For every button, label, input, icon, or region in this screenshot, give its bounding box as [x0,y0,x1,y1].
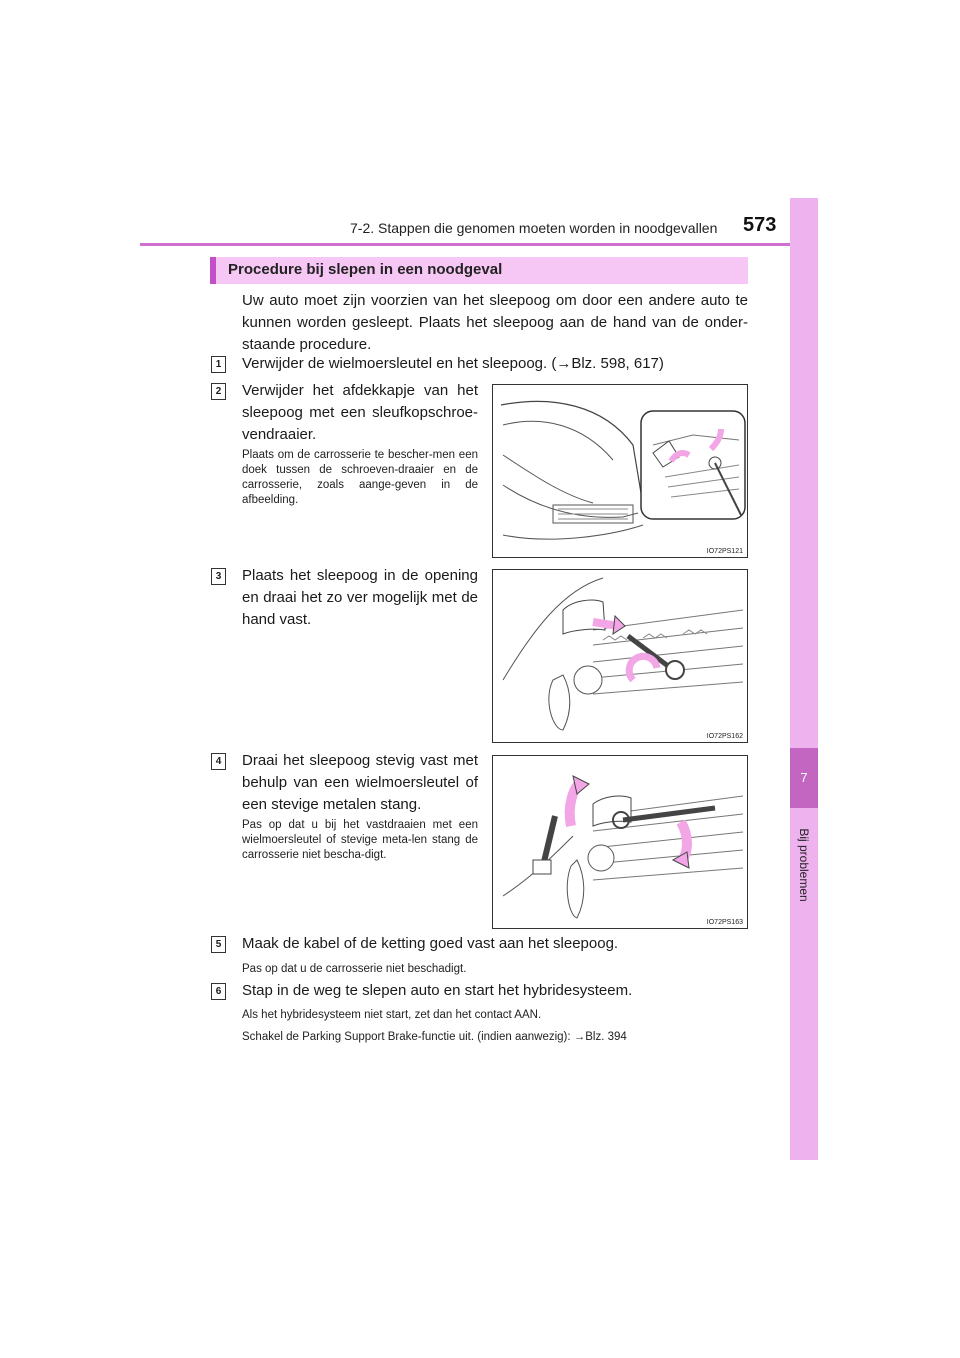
step-note-4: Pas op dat u bij het vastdraaien met een wielmoersleutel of stevige meta-len stang de carrosserie niet bescha-digt. [242,819,478,861]
step-note-6: Als het hybridesysteem niet start, zet dan het contact AAN. [242,1009,542,1021]
towing-eye-tighten-illustration [493,756,748,929]
step-text-1: Verwijder de wielmoersleutel en het sleepoog. (→Blz. 598, 617) [242,355,664,372]
chapter-title-tab [790,810,818,920]
step-note-6b: Schakel de Parking Support Brake-functie uit. (indien aanwezig): →Blz. 394 [242,1031,627,1043]
chapter-title: Bij problemen [797,828,811,902]
intro-paragraph: Uw auto moet zijn voorzien van het sleepoog om door een andere auto te kunnen worden gesleept. Plaats het sleepoog aan de hand van de onder-staande procedure. [242,292,748,353]
figure-remove-cover [492,384,748,558]
running-header: 7-2. Stappen die genomen moeten worden in noodgevallen [350,220,718,236]
section-heading [210,257,748,284]
step-number-1: 1 [211,356,226,373]
section-title: Procedure bij slepen in een noodgeval [228,261,503,278]
step-text-3: Plaats het sleepoog in de opening en draai het zo ver mogelijk met de hand vast. [242,567,478,628]
step-text-5: Maak de kabel of de ketting goed vast aan het sleepoog. [242,935,619,952]
car-front-cover-illustration [493,385,748,558]
step-text-2: Verwijder het afdekkapje van het sleepoog met een sleufkopschroe-vendraaier. [242,382,478,443]
page-number: 573 [743,214,777,236]
step-number-4: 4 [211,753,226,770]
chapter-number-tab: 7 [790,748,818,808]
figure-code: IO72PS121 [706,548,743,555]
figure-code: IO72PS163 [706,919,743,926]
step-number-5: 5 [211,936,226,953]
step-note-5: Pas op dat u de carrosserie niet beschadigt. [242,963,467,975]
header-rule [140,243,818,246]
figure-code: IO72PS162 [706,733,743,740]
chapter-side-strip [790,198,818,1160]
step-text-4: Draai het sleepoog stevig vast met behulp van een wielmoersleutel of een stevige metalen stang. [242,752,478,813]
step-number-3: 3 [211,568,226,585]
step-number-2: 2 [211,383,226,400]
step-number-6: 6 [211,983,226,1000]
figure-insert-towing-eye [492,569,748,743]
step-text-6: Stap in de weg te slepen auto en start het hybridesysteem. [242,982,633,999]
towing-eye-insert-illustration [493,570,748,743]
figure-tighten-towing-eye [492,755,748,929]
step-note-2: Plaats om de carrosserie te bescher-men een doek tussen de schroeven-draaier en de carrosserie, zoals aange-geven in de afbeelding. [242,449,478,506]
